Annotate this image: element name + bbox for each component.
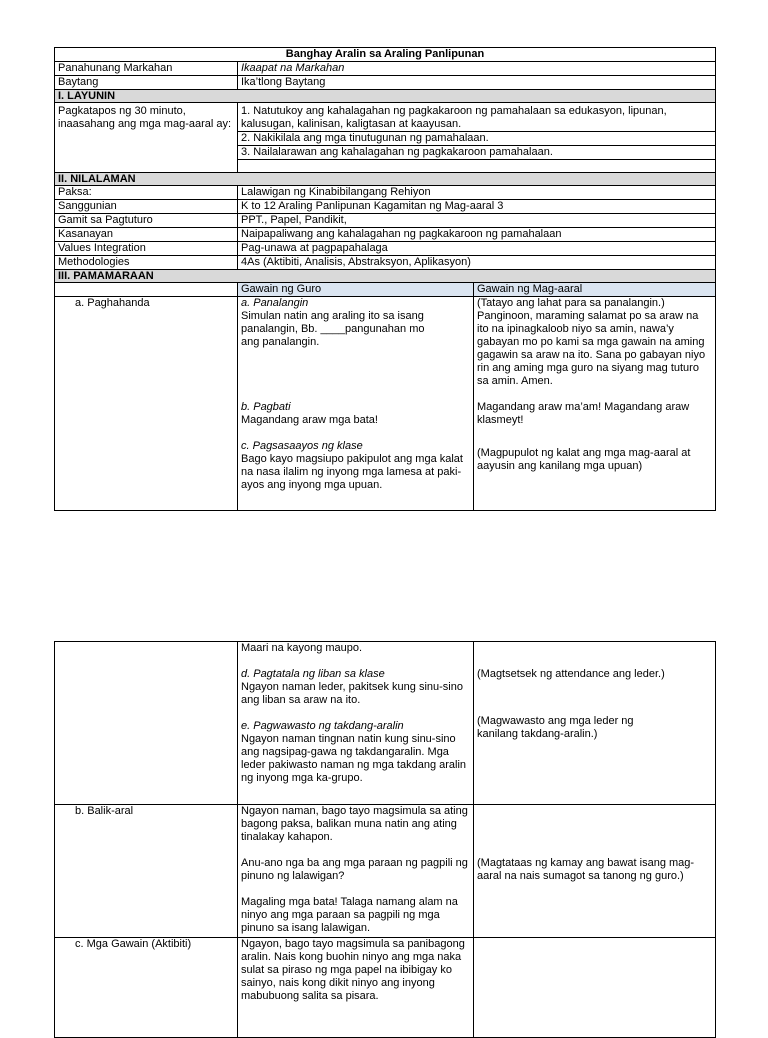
layunin-item-empty [238,160,716,173]
nilalaman-value-sanggunian: K to 12 Araling Panlipunan Kagamitan ng Mag-aaral 3 [238,200,716,214]
magaaral-a-text: (Tatayo ang lahat para sa panalangin.) Panginoon, maraming salamat po sa araw na ito na ipinagkaloob niyo sa amin, nawa’y gabayan mo po kami sa mga gawain na aming gagawin sa araw na ito. Sana po gabayan niyo rin ang aming mga guro na siyang mag tuturo sa amin. Amen. [477,297,706,387]
info-label-markahan: Panahunang Markahan [55,62,238,76]
guro-e-text: Ngayon naman tingnan natin kung sinu-sino ang nagsipag-gawa ng takdangaralin. Mga leder pakiwasto naman ng mga takdang aralin ng inyong mga ka-grupo. [241,733,467,784]
info-label-baytang: Baytang [55,76,238,90]
nilalaman-label-sanggunian: Sanggunian [55,200,238,214]
lesson-plan-table-page-2 [54,641,716,1038]
balik-guro-text-3: Magaling mga bata! Talaga namang alam na ninyo ang mga paraan sa pagpili ng mga pinuno sa isang lalawigan. [241,896,458,934]
nilalaman-label-values: Values Integration [55,242,238,256]
layunin-label: Pagkatapos ng 30 minuto, inaasahang ang mga mag-aaral ay: [55,103,238,173]
section-heading-nilalaman: II. NILALAMAN [55,173,716,186]
guro-a-text: Simulan natin ang araling ito sa isang panalangin, Bb. ____pangunahan mo ang panalangin. [241,310,425,348]
guro-c-title: c. Pagsasaayos ng klase [241,440,363,452]
guro-c-text: Bago kayo magsiupo pakipulot ang mga kalat na nasa ilalim ng inyong mga lamesa at paki-ayos ang inyong mga upuan. [241,453,463,491]
info-value-markahan: Ikaapat na Markahan [238,62,716,76]
magaaral-e-text: (Magwawasto ang mga leder ng kanilang takdang-aralin.) [477,715,634,740]
step-label-gawain: c. Mga Gawain (Aktibiti) [55,938,238,1038]
gawain-guro-text: Ngayon, bago tayo magsimula sa panibagong aralin. Nais kong buohin ninyo ang mga naka sulat sa piraso ng mga papel na ibibigay ko sainyo, nais kong dikit ninyo ang inyong mabubuong salita sa pisara. [241,938,465,1002]
nilalaman-value-paksa: Lalawigan ng Kinabibilangang Rehiyon [238,186,716,200]
step-label-empty [55,642,238,805]
nilalaman-value-values: Pag-unawa at pagpapahalaga [238,242,716,256]
nilalaman-value-kasanayan: Naipapaliwang ang kahalagahan ng pagkakaroon ng pamahalaan [238,228,716,242]
guro-cell-gawain [238,938,474,1038]
nilalaman-value-gamit: PPT., Papel, Pandikit, [238,214,716,228]
section-heading-pamamaraan: III. PAMAMARAAN [55,270,716,283]
guro-cell-paghahanda [238,297,474,511]
guro-e-title: e. Pagwawasto ng takdang-aralin [241,720,404,732]
guro-d-title: d. Pagtatala ng liban sa klase [241,668,385,680]
magaaral-b-text: Magandang araw ma’am! Magandang araw klasmeyt! [477,401,690,426]
step-label-paghahanda: a. Paghahanda [55,297,238,511]
guro-maupo-text: Maari na kayong maupo. [241,642,363,654]
nilalaman-value-methodologies: 4As (Aktibiti, Analisis, Abstraksyon, Aplikasyon) [238,256,716,270]
step-label-balik-aral: b. Balik-aral [55,805,238,938]
guro-d-text: Ngayon naman leder, pakitsek kung sinu-sino ang liban sa araw na ito. [241,681,463,706]
layunin-item-2: 2. Nakikilala ang mga tinutugunan ng pamahalaan. [238,132,716,146]
column-header-empty [55,283,238,297]
balik-guro-text-1: Ngayon naman, bago tayo magsimula sa ating bagong paksa, balikan muna natin ang ating tinalakay kahapon. [241,805,468,843]
guro-cell-balik-aral [238,805,474,938]
lesson-plan-table-page-1 [54,47,716,511]
nilalaman-label-kasanayan: Kasanayan [55,228,238,242]
column-header-magaaral: Gawain ng Mag-aaral [474,283,716,297]
layunin-item-1: 1. Natutukoy ang kahalagahan ng pagkakaroon ng pamahalaan sa edukasyon, lipunan, kalusugan, kalinisan, kaligtasan at kaayusan. [238,103,716,132]
nilalaman-label-methodologies: Methodologies [55,256,238,270]
guro-b-text: Magandang araw mga bata! [241,414,378,426]
guro-cell-continuation [238,642,474,805]
guro-b-title: b. Pagbati [241,401,291,413]
magaaral-cell-gawain [474,938,716,1038]
balik-magaaral-text: (Magtataas ng kamay ang bawat isang mag-aaral na nais sumagot sa tanong ng guro.) [477,857,695,882]
nilalaman-label-gamit: Gamit sa Pagtuturo [55,214,238,228]
magaaral-cell-balik-aral [474,805,716,938]
document-title: Banghay Aralin sa Araling Panlipunan [55,48,716,62]
section-heading-layunin: I. LAYUNIN [55,90,716,103]
nilalaman-label-paksa: Paksa: [55,186,238,200]
magaaral-cell-continuation [474,642,716,805]
info-value-baytang: Ika’tlong Baytang [238,76,716,90]
column-header-guro: Gawain ng Guro [238,283,474,297]
magaaral-d-text: (Magtsetsek ng attendance ang leder.) [477,668,665,680]
guro-a-title: a. Panalangin [241,297,309,309]
magaaral-cell-paghahanda [474,297,716,511]
magaaral-c-text: (Magpupulot ng kalat ang mga mag-aaral at aayusin ang kanilang mga upuan) [477,447,691,472]
layunin-item-3: 3. Nailalarawan ang kahalagahan ng pagkakaroon pamahalaan. [238,146,716,160]
balik-guro-text-2: Anu-ano nga ba ang mga paraan ng pagpili ng pinuno ng lalawigan? [241,857,468,882]
